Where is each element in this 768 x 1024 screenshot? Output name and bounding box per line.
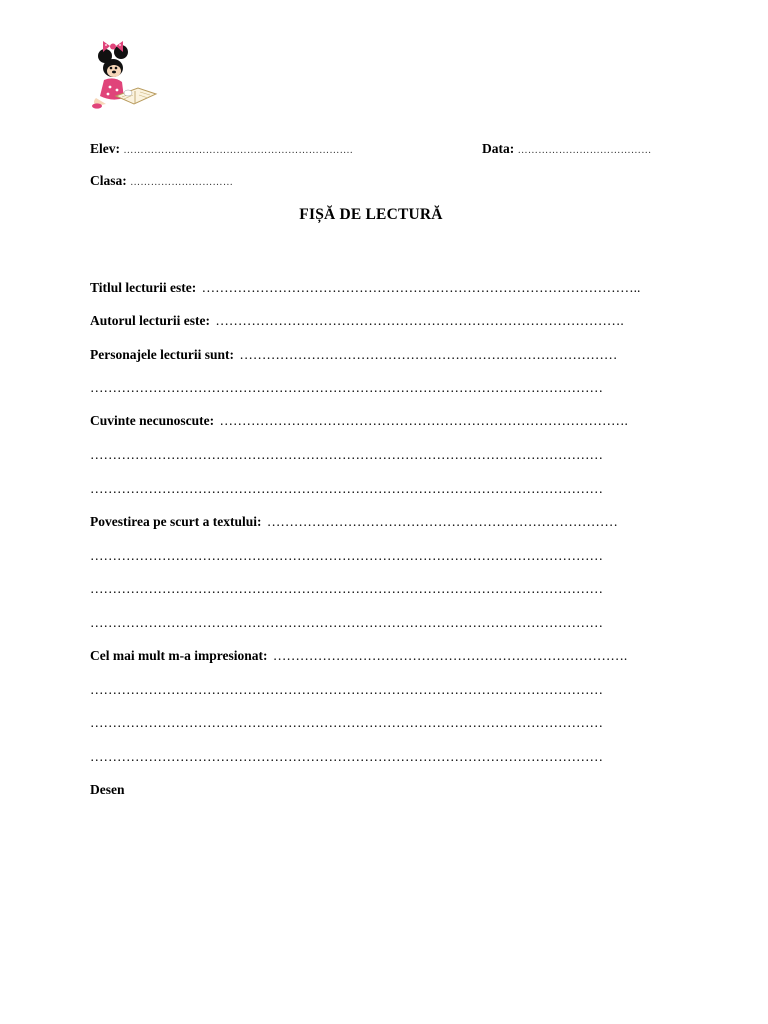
characters-field[interactable] (90, 347, 678, 363)
unknown-words-label: Cuvinte necunoscute: (90, 413, 215, 428)
summary-line-2-dots: …………………………………………………………………………………………………… (90, 548, 603, 563)
impression-line-3[interactable] (90, 715, 678, 731)
summary-line-4[interactable] (90, 615, 678, 631)
characters-line-2-dots: …………………………………………………………………………………………………… (90, 380, 603, 395)
impression-line-4-dots: …………………………………………………………………………………………………… (90, 749, 603, 764)
page-title: FIȘĂ DE LECTURĂ (299, 206, 443, 223)
impression-line-2-dots: …………………………………………………………………………………………………… (90, 682, 603, 697)
class-dots: ………………………… (130, 177, 234, 188)
reading-title-dots: …………………………………………………………………………………….. (201, 280, 641, 295)
unknown-words-dots: ………………………………………………………………………………. (219, 413, 628, 428)
impression-line-4[interactable] (90, 749, 678, 765)
drawing-section (90, 782, 678, 798)
unknown-words-line-3[interactable] (90, 481, 678, 497)
summary-line-2[interactable] (90, 548, 678, 564)
impression-field[interactable] (90, 648, 678, 664)
student-dots: …………………………………………………………. (123, 145, 353, 156)
summary-label: Povestirea pe scurt a textului: (90, 514, 262, 529)
impression-line-2[interactable] (90, 682, 678, 698)
author-dots: ………………………………………………………………………………. (215, 313, 624, 328)
summary-line-4-dots: …………………………………………………………………………………………………… (90, 615, 603, 630)
reading-title-field[interactable] (90, 280, 678, 296)
unknown-words-line-2[interactable] (90, 447, 678, 463)
author-label: Autorul lecturii este: (90, 313, 210, 328)
summary-line-3[interactable] (90, 581, 678, 597)
reading-title-label: Titlul lecturii este: (90, 280, 197, 295)
minnie-reading-book-icon (88, 40, 162, 114)
unknown-words-line-2-dots: …………………………………………………………………………………………………… (90, 447, 603, 462)
characters-label: Personajele lecturii sunt: (90, 347, 234, 362)
student-label: Elev: (90, 141, 120, 156)
student-field[interactable] (90, 141, 353, 159)
drawing-label: Desen (90, 782, 125, 797)
unknown-words-line-3-dots: …………………………………………………………………………………………………… (90, 481, 603, 496)
impression-label: Cel mai mult m-a impresionat: (90, 648, 268, 663)
date-label: Data: (482, 141, 515, 156)
characters-line-2[interactable] (90, 380, 678, 396)
author-field[interactable] (90, 313, 678, 329)
impression-line-3-dots: …………………………………………………………………………………………………… (90, 715, 603, 730)
unknown-words-field[interactable] (90, 413, 678, 429)
date-field[interactable] (482, 141, 652, 159)
class-field[interactable] (90, 173, 233, 191)
date-dots: ………………………………… (517, 145, 652, 156)
class-label: Clasa: (90, 173, 127, 188)
summary-field[interactable] (90, 514, 678, 530)
characters-dots: ………………………………………………………………………… (239, 347, 618, 362)
summary-dots: …………………………………………………………………… (266, 514, 618, 529)
impression-dots: ……………………………………………………………………. (272, 648, 628, 663)
summary-line-3-dots: …………………………………………………………………………………………………… (90, 581, 603, 596)
